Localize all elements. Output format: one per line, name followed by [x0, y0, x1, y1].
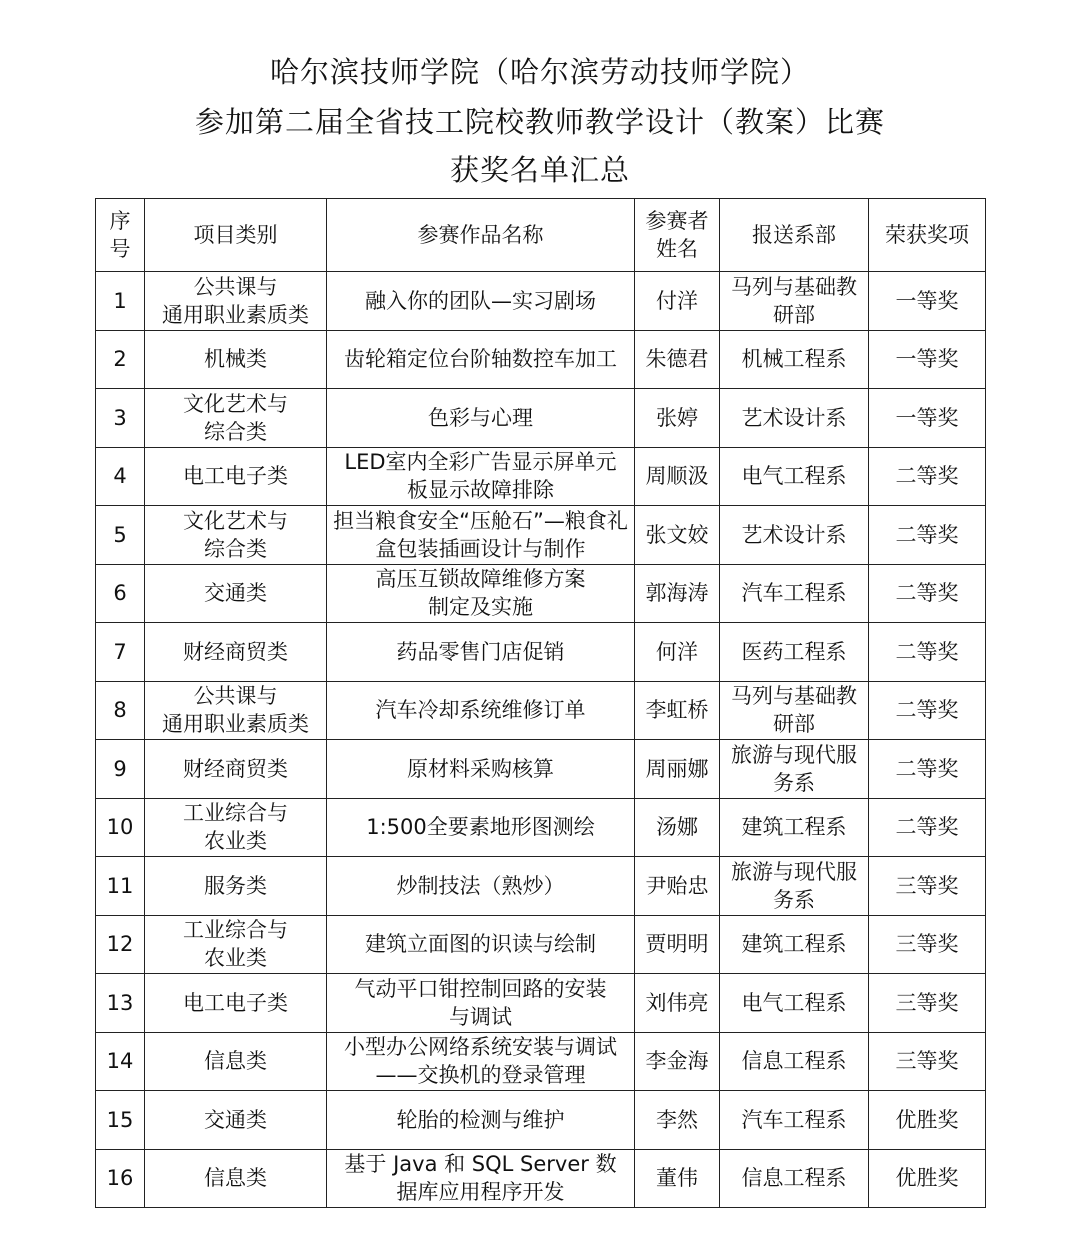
document-title-line-3: 获奖名单汇总: [449, 153, 630, 187]
table-row: [96, 1091, 986, 1150]
cell-category: 工业综合与 农业类: [145, 798, 327, 857]
cell-award: 三等奖: [869, 857, 986, 916]
cell-name: 刘伟亮: [635, 974, 720, 1033]
cell-work: 炒制技法（熟炒）: [327, 857, 635, 916]
cell-category: 工业综合与 农业类: [145, 915, 327, 974]
cell-department: 艺术设计系: [720, 506, 869, 565]
cell-category: 电工电子类: [145, 974, 327, 1033]
cell-category: 服务类: [145, 857, 327, 916]
table-row: [96, 506, 986, 565]
cell-award: 三等奖: [869, 974, 986, 1033]
table-row: [96, 740, 986, 799]
cell-no: 9: [96, 740, 145, 799]
cell-department: 建筑工程系: [720, 798, 869, 857]
cell-work: 小型办公网络系统安装与调试 ——交换机的登录管理: [327, 1032, 635, 1091]
table-row: [96, 330, 986, 389]
table-row: [96, 564, 986, 623]
header-department: 报送系部: [720, 199, 869, 272]
table-row: [96, 798, 986, 857]
table-row: [96, 389, 986, 448]
cell-work: 药品零售门店促销: [327, 623, 635, 682]
header-category: 项目类别: [145, 199, 327, 272]
cell-work: 融入你的团队—实习剧场: [327, 272, 635, 331]
cell-award: 三等奖: [869, 1032, 986, 1091]
cell-category: 财经商贸类: [145, 740, 327, 799]
cell-department: 旅游与现代服 务系: [720, 857, 869, 916]
cell-work: 高压互锁故障维修方案 制定及实施: [327, 564, 635, 623]
header-award: 荣获奖项: [869, 199, 986, 272]
cell-name: 李然: [635, 1091, 720, 1150]
cell-no: 2: [96, 330, 145, 389]
table-header-row: [96, 199, 986, 272]
cell-department: 机械工程系: [720, 330, 869, 389]
cell-award: 三等奖: [869, 915, 986, 974]
cell-work: LED室内全彩广告显示屏单元 板显示故障排除: [327, 447, 635, 506]
cell-work: 原材料采购核算: [327, 740, 635, 799]
cell-department: 医药工程系: [720, 623, 869, 682]
cell-department: 电气工程系: [720, 974, 869, 1033]
document-title-line-2: 参加第二届全省技工院校教师教学设计（教案）比赛: [194, 105, 885, 139]
cell-no: 10: [96, 798, 145, 857]
cell-category: 电工电子类: [145, 447, 327, 506]
cell-work: 1:500全要素地形图测绘: [327, 798, 635, 857]
cell-category: 公共课与 通用职业素质类: [145, 681, 327, 740]
cell-category: 文化艺术与 综合类: [145, 389, 327, 448]
table-row: [96, 1032, 986, 1091]
cell-award: 二等奖: [869, 506, 986, 565]
cell-award: 一等奖: [869, 389, 986, 448]
cell-category: 交通类: [145, 564, 327, 623]
cell-no: 6: [96, 564, 145, 623]
cell-name: 周顺汲: [635, 447, 720, 506]
cell-department: 汽车工程系: [720, 564, 869, 623]
cell-department: 马列与基础教 研部: [720, 272, 869, 331]
cell-work: 色彩与心理: [327, 389, 635, 448]
cell-no: 15: [96, 1091, 145, 1150]
cell-award: 二等奖: [869, 740, 986, 799]
cell-name: 周丽娜: [635, 740, 720, 799]
cell-award: 一等奖: [869, 330, 986, 389]
cell-name: 董伟: [635, 1149, 720, 1208]
cell-department: 旅游与现代服 务系: [720, 740, 869, 799]
cell-no: 14: [96, 1032, 145, 1091]
cell-name: 尹贻忠: [635, 857, 720, 916]
cell-name: 汤娜: [635, 798, 720, 857]
cell-work: 气动平口钳控制回路的安装 与调试: [327, 974, 635, 1033]
header-name: 参赛者 姓名: [635, 199, 720, 272]
cell-no: 13: [96, 974, 145, 1033]
cell-category: 文化艺术与 综合类: [145, 506, 327, 565]
table-body: [96, 272, 986, 1208]
cell-department: 艺术设计系: [720, 389, 869, 448]
table-row: [96, 681, 986, 740]
cell-name: 朱德君: [635, 330, 720, 389]
cell-department: 信息工程系: [720, 1149, 869, 1208]
cell-category: 机械类: [145, 330, 327, 389]
cell-award: 优胜奖: [869, 1149, 986, 1208]
cell-name: 张文姣: [635, 506, 720, 565]
cell-no: 12: [96, 915, 145, 974]
cell-name: 付洋: [635, 272, 720, 331]
cell-work: 建筑立面图的识读与绘制: [327, 915, 635, 974]
cell-name: 张婷: [635, 389, 720, 448]
table-row: [96, 1149, 986, 1208]
header-work: 参赛作品名称: [327, 199, 635, 272]
cell-work: 轮胎的检测与维护: [327, 1091, 635, 1150]
table-row: [96, 857, 986, 916]
cell-category: 信息类: [145, 1149, 327, 1208]
cell-award: 一等奖: [869, 272, 986, 331]
table-row: [96, 974, 986, 1033]
cell-no: 11: [96, 857, 145, 916]
table-row: [96, 623, 986, 682]
cell-award: 二等奖: [869, 798, 986, 857]
awards-table: [95, 198, 986, 1208]
cell-department: 建筑工程系: [720, 915, 869, 974]
cell-department: 电气工程系: [720, 447, 869, 506]
table-row: [96, 272, 986, 331]
cell-award: 二等奖: [869, 681, 986, 740]
cell-work: 担当粮食安全“压舱石”—粮食礼 盒包装插画设计与制作: [327, 506, 635, 565]
cell-award: 优胜奖: [869, 1091, 986, 1150]
cell-work: 基于 Java 和 SQL Server 数 据库应用程序开发: [327, 1149, 635, 1208]
cell-no: 4: [96, 447, 145, 506]
cell-category: 财经商贸类: [145, 623, 327, 682]
cell-category: 交通类: [145, 1091, 327, 1150]
table-row: [96, 915, 986, 974]
cell-no: 16: [96, 1149, 145, 1208]
cell-category: 信息类: [145, 1032, 327, 1091]
cell-name: 李虹桥: [635, 681, 720, 740]
document-title-line-1: 哈尔滨技师学院（哈尔滨劳动技师学院）: [269, 55, 810, 89]
cell-award: 二等奖: [869, 564, 986, 623]
cell-department: 汽车工程系: [720, 1091, 869, 1150]
cell-no: 8: [96, 681, 145, 740]
cell-department: 马列与基础教 研部: [720, 681, 869, 740]
cell-work: 汽车冷却系统维修订单: [327, 681, 635, 740]
cell-category: 公共课与 通用职业素质类: [145, 272, 327, 331]
cell-no: 5: [96, 506, 145, 565]
cell-name: 郭海涛: [635, 564, 720, 623]
cell-name: 李金海: [635, 1032, 720, 1091]
cell-no: 7: [96, 623, 145, 682]
cell-award: 二等奖: [869, 447, 986, 506]
header-no: 序 号: [96, 199, 145, 272]
cell-department: 信息工程系: [720, 1032, 869, 1091]
cell-name: 何洋: [635, 623, 720, 682]
table-row: [96, 447, 986, 506]
cell-name: 贾明明: [635, 915, 720, 974]
cell-no: 1: [96, 272, 145, 331]
cell-no: 3: [96, 389, 145, 448]
cell-award: 二等奖: [869, 623, 986, 682]
cell-work: 齿轮箱定位台阶轴数控车加工: [327, 330, 635, 389]
